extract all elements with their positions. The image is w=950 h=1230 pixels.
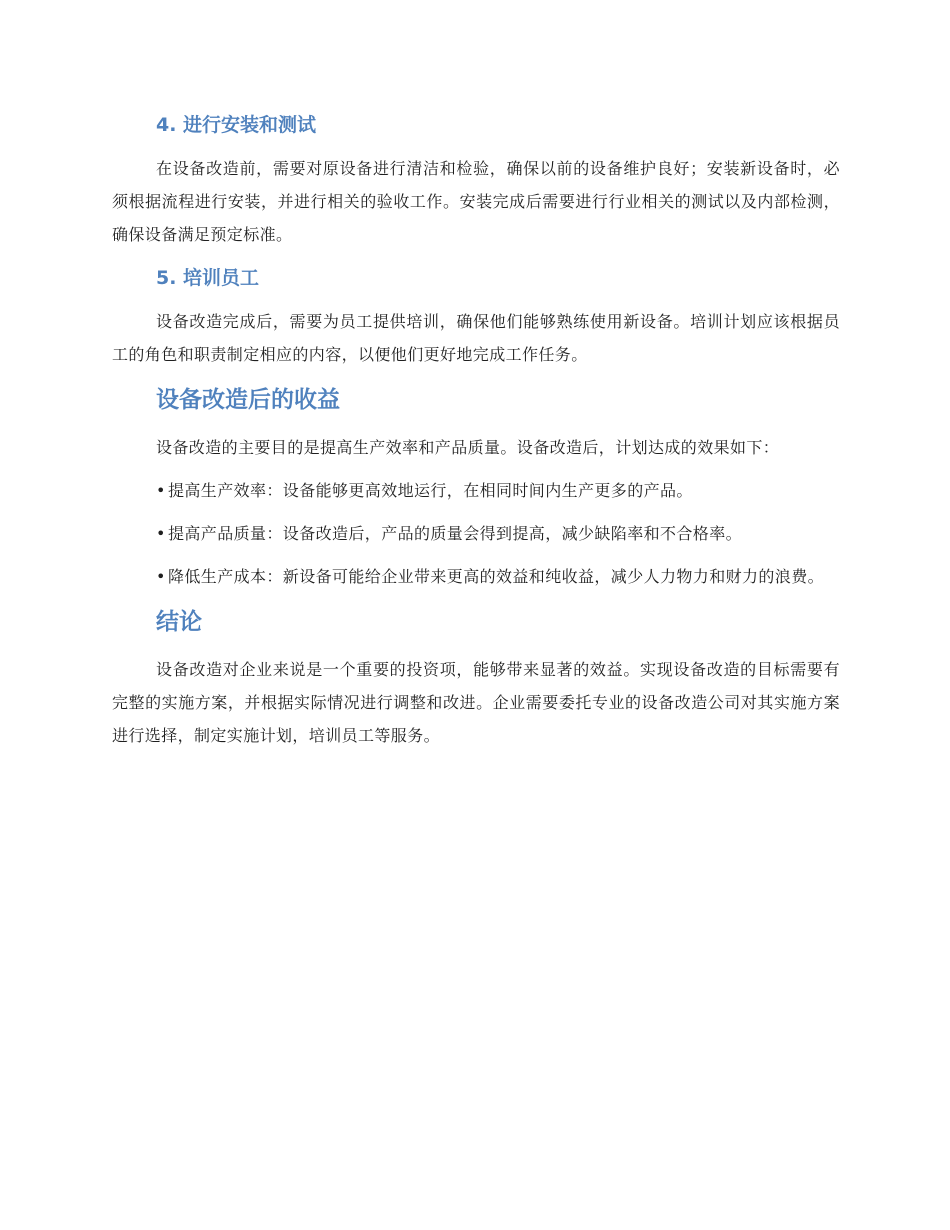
benefit-item xyxy=(112,560,840,593)
benefit-item-text: 降低生产成本：新设备可能给企业带来更高的效益和纯收益，减少人力物力和财力的浪费。 xyxy=(168,567,825,586)
document-body xyxy=(112,108,840,762)
bullet-icon: • xyxy=(156,524,166,543)
bullet-icon: • xyxy=(156,567,166,586)
training-heading: 5. 培训员工 xyxy=(156,267,260,289)
install-paragraph: 在设备改造前，需要对原设备进行清洁和检验，确保以前的设备维护良好；安装新设备时，必须根据流程进行安装，并进行相关的验收工作。安装完成后需要进行行业相关的测试以及内部检测，确保设备满足预定标准。 xyxy=(112,159,840,244)
benefit-item-text: 提高生产效率：设备能够更高效地运行，在相同时间内生产更多的产品。 xyxy=(168,481,693,500)
conclusion-paragraph: 设备改造对企业来说是一个重要的投资项，能够带来显著的效益。实现设备改造的目标需要有完整的实施方案，并根据实际情况进行调整和改进。企业需要委托专业的设备改造公司对其实施方案进行选择，制定实施计划，培训员工等服务。 xyxy=(112,660,840,745)
benefit-item-text: 提高产品质量：设备改造后，产品的质量会得到提高，减少缺陷率和不合格率。 xyxy=(168,524,743,543)
training-paragraph: 设备改造完成后，需要为员工提供培训，确保他们能够熟练使用新设备。培训计划应该根据员工的角色和职责制定相应的内容，以便他们更好地完成工作任务。 xyxy=(112,312,840,364)
benefit-item xyxy=(112,517,840,550)
benefit-item xyxy=(112,474,840,507)
bullet-icon: • xyxy=(156,481,166,500)
benefits-heading: 设备改造后的收益 xyxy=(156,387,340,413)
install-heading: 4. 进行安装和测试 xyxy=(156,114,317,136)
benefits-intro: 设备改造的主要目的是提高生产效率和产品质量。设备改造后，计划达成的效果如下： xyxy=(156,438,780,457)
conclusion-heading: 结论 xyxy=(156,609,202,635)
